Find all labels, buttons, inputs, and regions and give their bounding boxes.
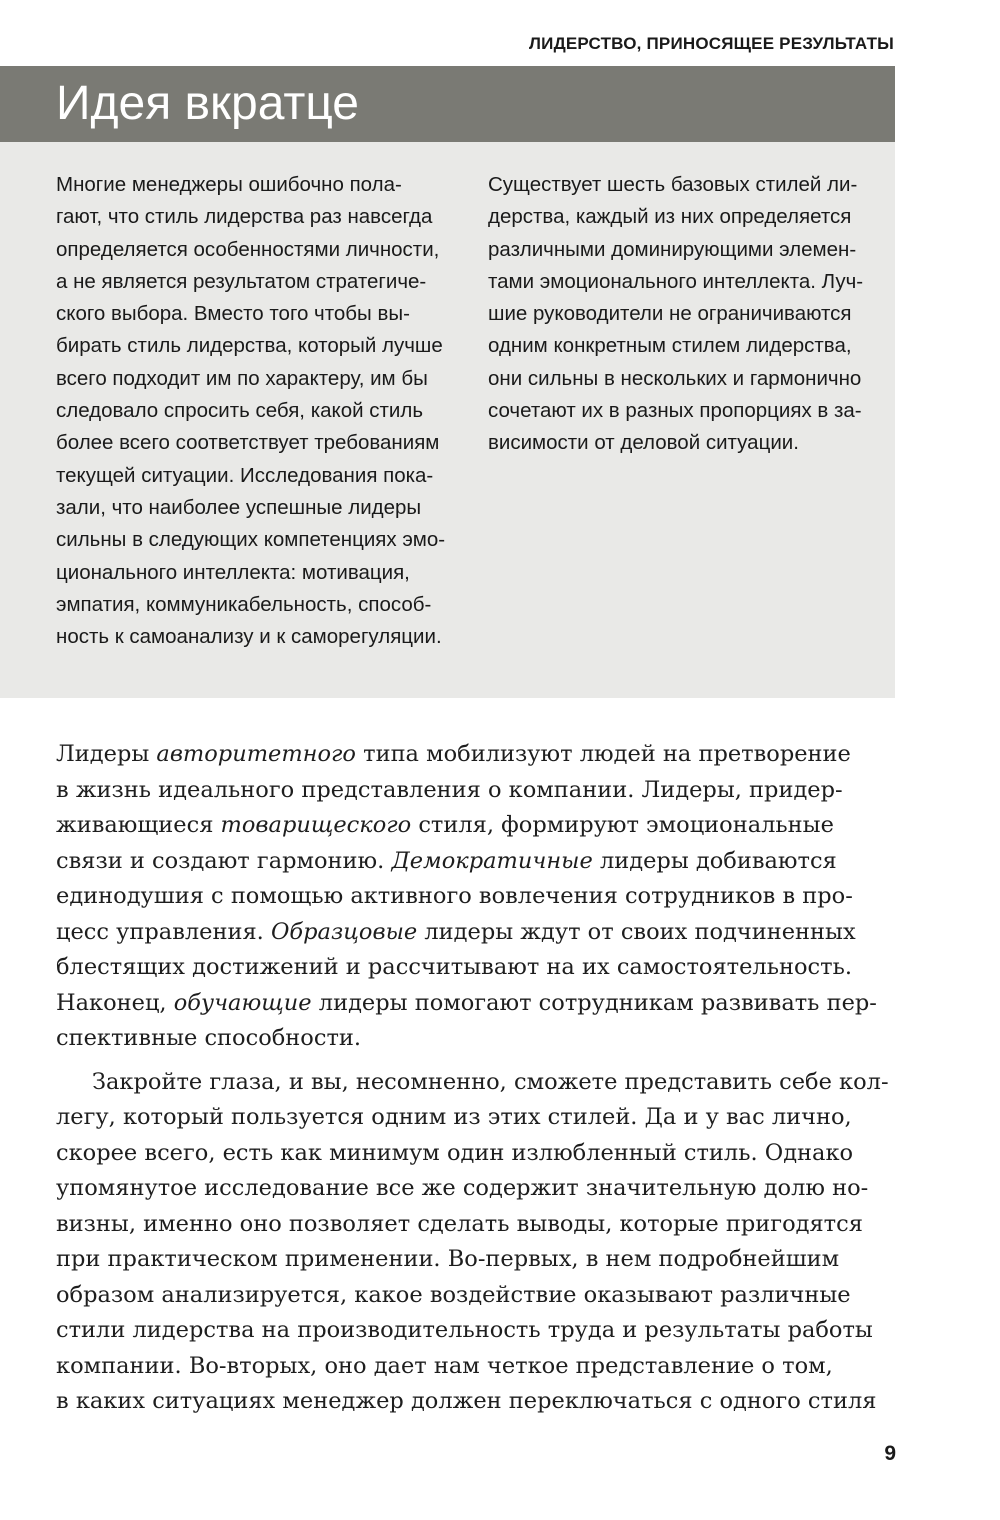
body-line: компании. Во-вторых, оно дает нам четкое представление о том, xyxy=(56,1352,833,1379)
body-line: живающиеся товарищеского стиля, формируют эмоциональные xyxy=(56,812,834,838)
body-line: скорее всего, есть как минимум один излюбленный стиль. Однако xyxy=(56,1139,854,1166)
emphasis-term: обучающие xyxy=(173,989,312,1016)
body-line: при практическом применении. Во-первых, в нем подробнейшим xyxy=(56,1246,840,1272)
sidebar-line: текущей ситуации. Исследования пока- xyxy=(56,463,434,487)
sidebar-line: висимости от деловой ситуации. xyxy=(488,431,799,455)
sidebar-line: всего подходит им по характеру, им бы xyxy=(56,366,428,390)
body-line: образом анализируется, какое воздействие оказывают различные xyxy=(56,1281,851,1308)
body-line: Лидеры авторитетного типа мобилизуют людей на претворение xyxy=(56,741,851,767)
sidebar-line: эмпатия, коммуникабельность, способ- xyxy=(56,592,432,616)
sidebar-line: шие руководители не ограничиваются xyxy=(488,302,852,326)
sidebar-line: определяется особенностями личности, xyxy=(56,237,440,261)
emphasis-term: авторитетного xyxy=(156,741,356,767)
body-line: в жизнь идеального представления о компании. Лидеры, придер- xyxy=(56,776,843,803)
sidebar-line: бирать стиль лидерства, который лучше xyxy=(56,334,443,358)
body-line: Наконец, обучающие лидеры помогают сотрудникам развивать пер- xyxy=(56,989,877,1016)
body-line: визны, именно оно позволяет сделать выводы, которые пригодятся xyxy=(56,1210,863,1237)
sidebar-line: сочетают их в разных пропорциях в за- xyxy=(488,399,862,423)
emphasis-term: Демократичные xyxy=(391,847,593,874)
sidebar-line: дерства, каждый из них определяется xyxy=(488,205,852,229)
sidebar-line: различными доминирующими элемен- xyxy=(488,237,857,261)
emphasis-term: Образцовые xyxy=(270,918,418,945)
sidebar-line: следовало спросить себя, какой стиль xyxy=(56,399,423,423)
paragraph-1 xyxy=(56,737,896,1057)
sidebar-line: тами эмоционального интеллекта. Луч- xyxy=(488,269,864,293)
body-line: блестящих достижений и рассчитывают на их самостоятельность. xyxy=(56,954,852,980)
body-line: упомянутое исследование все же содержит значительную долю но- xyxy=(56,1175,869,1201)
sidebar-line: одним конкретным стилем лидерства, xyxy=(488,334,852,358)
body-line: Закройте глаза, и вы, несомненно, сможете представить себе кол- xyxy=(92,1068,889,1095)
sidebar-line: они сильны в нескольких и гармонично xyxy=(488,366,862,390)
emphasis-term: товарищеского xyxy=(220,812,412,838)
paragraph-2 xyxy=(56,1065,896,1420)
body-line: в каких ситуациях менеджер должен переключаться с одного стиля xyxy=(56,1388,877,1414)
sidebar-line: Многие менеджеры ошибочно пола- xyxy=(56,173,402,196)
sidebar-line: зали, что наиболее успешные лидеры xyxy=(56,495,422,519)
page-number: 9 xyxy=(884,1442,896,1465)
sidebar-line: а не является результатом стратегиче- xyxy=(56,269,427,293)
body-line: спективные способности. xyxy=(56,1025,362,1051)
sidebar-right-column xyxy=(488,169,868,460)
body-line: легу, который пользуется одним из этих стилей. Да и у вас лично, xyxy=(56,1104,852,1130)
sidebar-left-column xyxy=(56,169,446,653)
sidebar-line: сильны в следующих компетенциях эмо- xyxy=(56,528,446,552)
sidebar-line: ность к самоанализу и к саморегуляции. xyxy=(56,625,442,649)
sidebar-line: гают, что стиль лидерства раз навсегда xyxy=(56,205,433,229)
body-line: цесс управления. Образцовые лидеры ждут от своих подчиненных xyxy=(56,918,856,945)
body-line: единодушия с помощью активного вовлечения сотрудников в про- xyxy=(56,883,853,909)
sidebar-line: более всего соответствует требованиям xyxy=(56,431,440,455)
sidebar-header xyxy=(0,66,895,142)
sidebar-title: Идея вкратце xyxy=(56,77,359,130)
main-body-text xyxy=(56,737,896,1420)
sidebar-line: ского выбора. Вместо того чтобы вы- xyxy=(56,302,410,326)
sidebar-line: ционального интеллекта: мотивация, xyxy=(56,560,410,584)
body-line: связи и создают гармонию. Демократичные лидеры добиваются xyxy=(56,847,837,874)
running-head: ЛИДЕРСТВО, ПРИНОСЯЩЕЕ РЕЗУЛЬТАТЫ xyxy=(529,34,894,53)
sidebar-line: Существует шесть базовых стилей ли- xyxy=(488,173,858,196)
summary-sidebar xyxy=(0,66,895,698)
body-line: стили лидерства на производительность труда и результаты работы xyxy=(56,1317,873,1343)
